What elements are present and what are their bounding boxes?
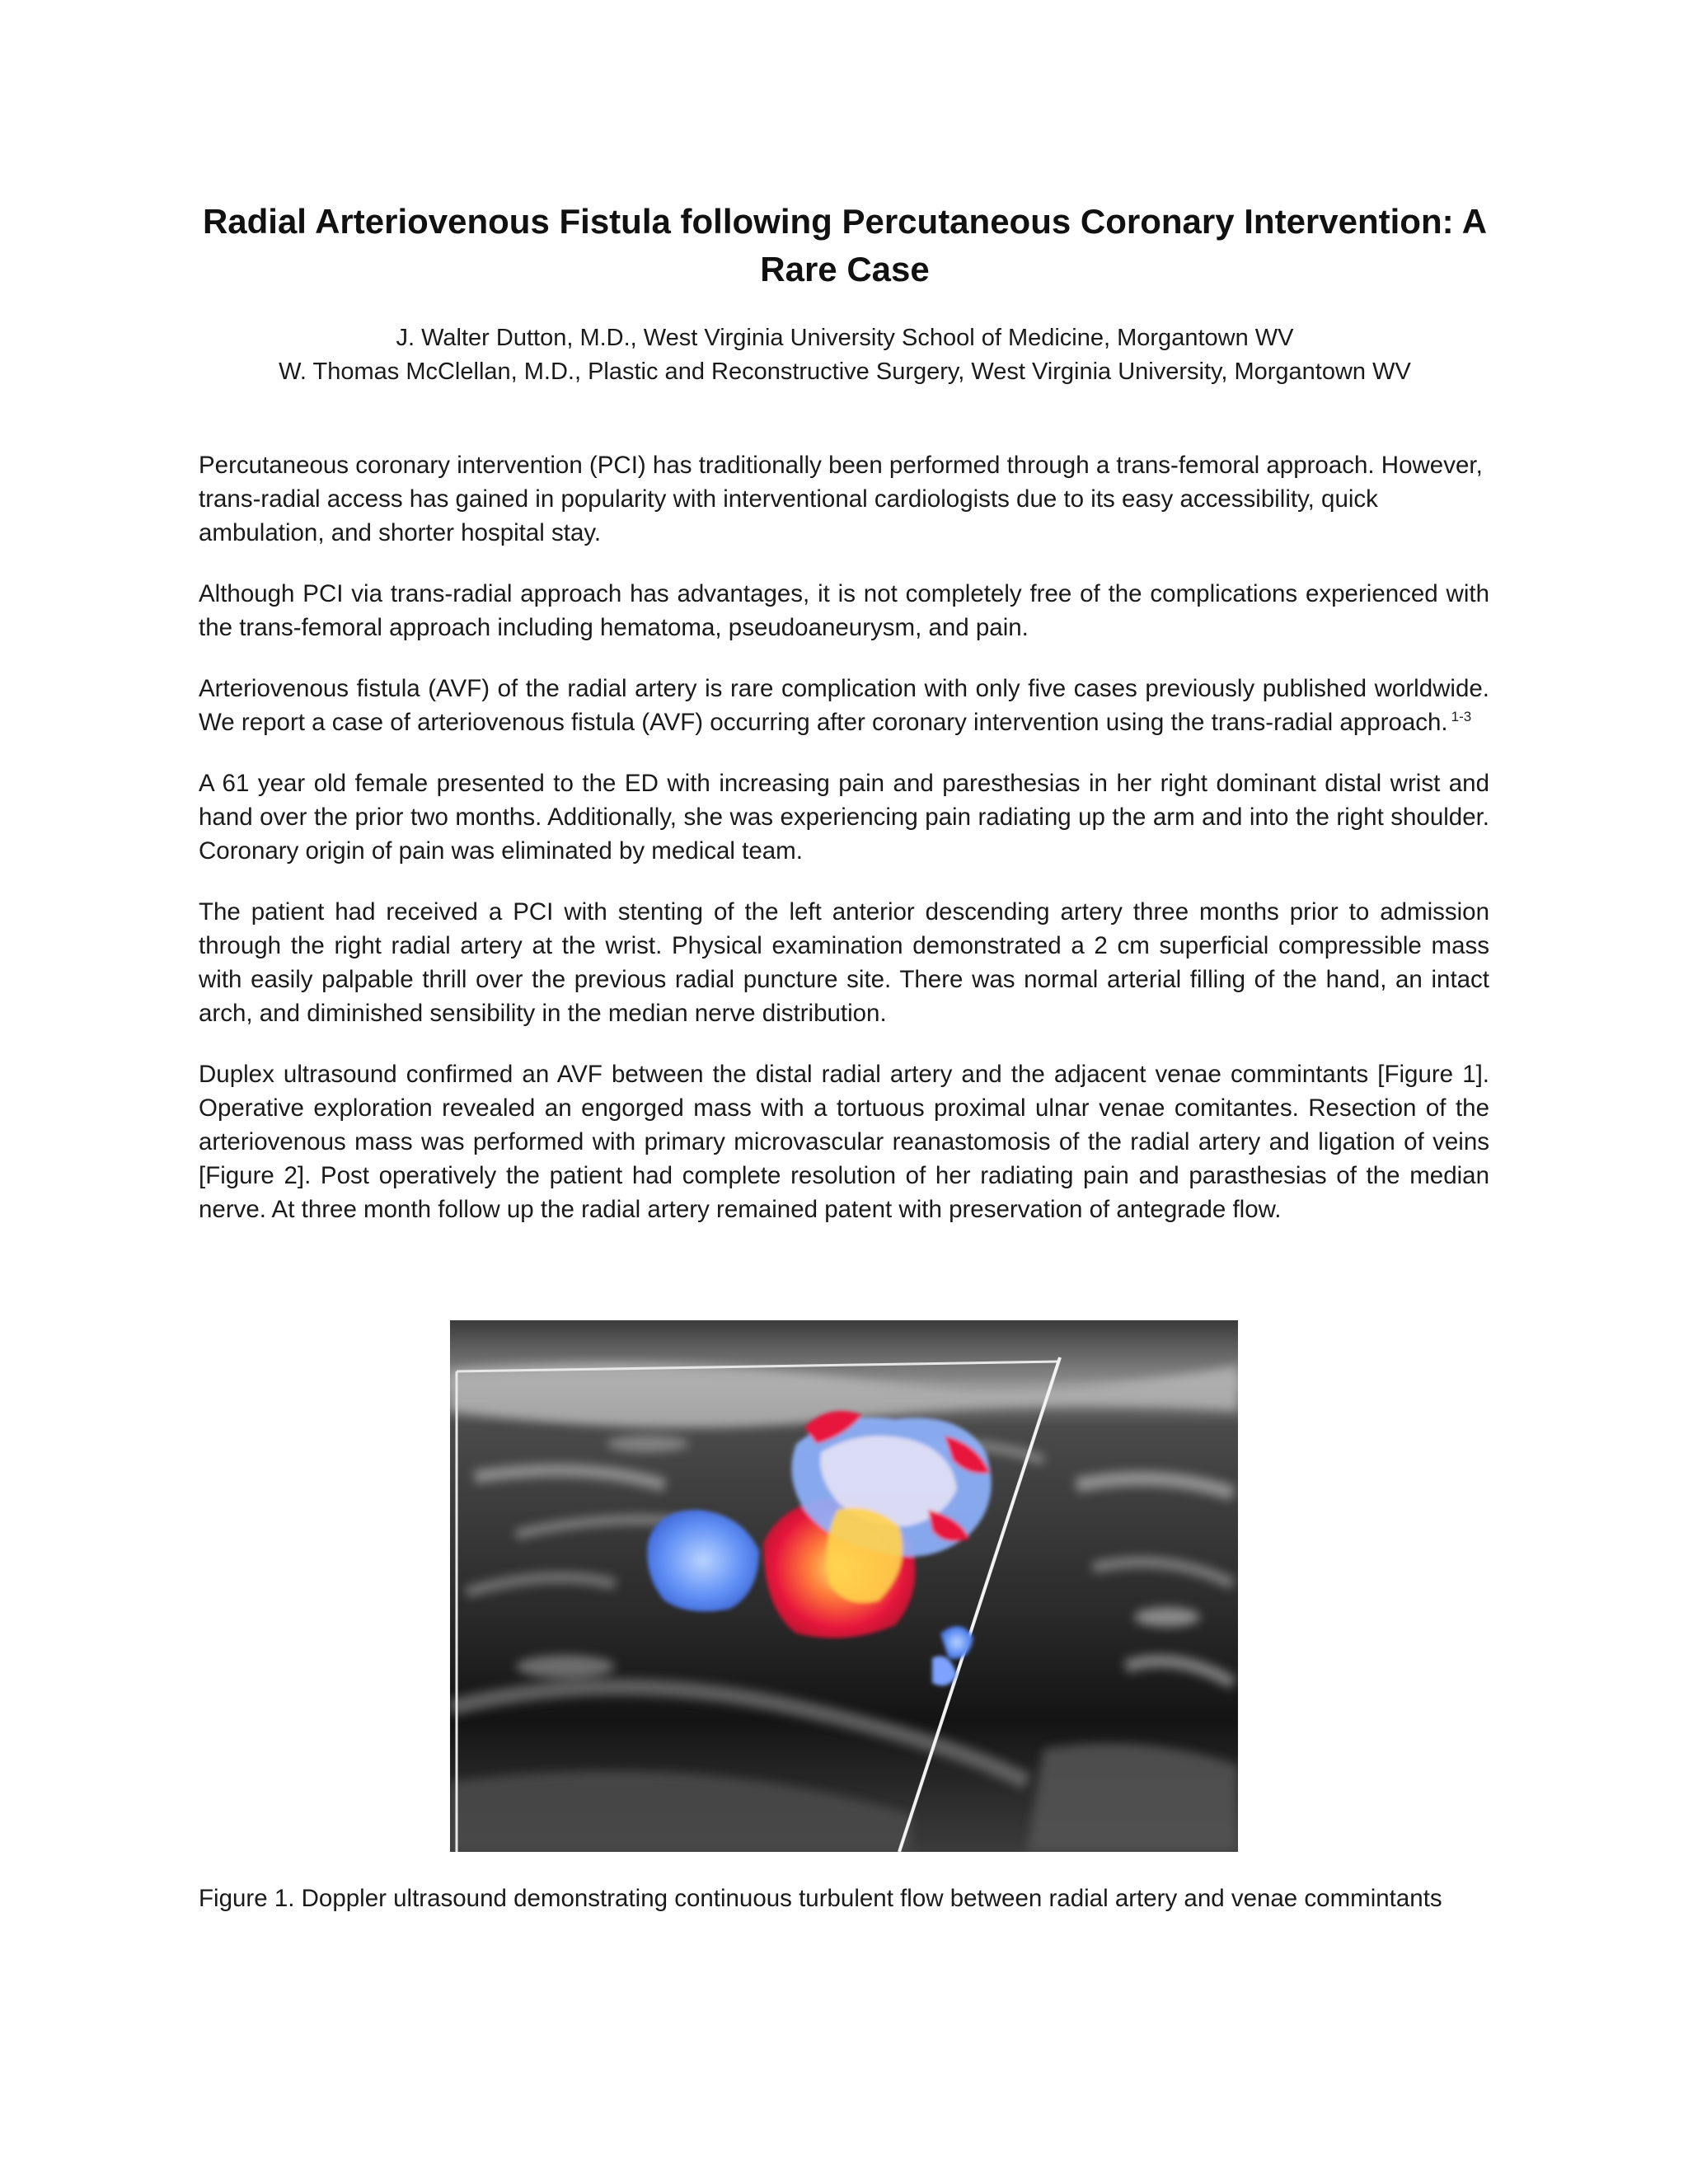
paragraph-case-presentation <box>199 766 1489 868</box>
article-body <box>199 448 1489 1254</box>
paragraph-treatment-outcome <box>199 1057 1489 1226</box>
paragraph-history-exam <box>199 895 1489 1030</box>
ultrasound-graphic <box>450 1320 1238 1852</box>
paragraph-intro <box>199 448 1489 550</box>
author-line-1: J. Walter Dutton, M.D., West Virginia University School of Medicine, Morgantown WV <box>396 325 1294 351</box>
paragraph-complications-text: Although PCI via trans-radial approach has advantages, it is not completely free of the complications experienced with the trans-femoral approach including hematoma, pseudoaneurysm, and pain. <box>199 580 1489 641</box>
paragraph-intro-text: Percutaneous coronary intervention (PCI) has traditionally been performed through a trans-femoral approach. However, trans-radial access has gained in popularity with interventional cardiologists due to its easy accessibility, quick ambulation, and shorter hospital stay. <box>199 452 1483 546</box>
paper-title: Radial Arteriovenous Fistula following Percutaneous Coronary Intervention: A Rare Case <box>202 202 1488 288</box>
citation-superscript: 1-3 <box>1451 709 1472 725</box>
author-line-2: W. Thomas McClellan, M.D., Plastic and Reconstructive Surgery, West Virginia University, Morgantown WV <box>279 359 1411 385</box>
doppler-ultrasound-image <box>450 1320 1238 1852</box>
figure-caption: Figure 1. Doppler ultrasound demonstrating continuous turbulent flow between radial artery and venae commintants <box>199 1885 1442 1912</box>
paragraph-history-exam-text: The patient had received a PCI with stenting of the left anterior descending artery three months prior to admission through the right radial artery at the wrist. Physical examination demonstrated a 2 cm superficial compressible mass with easily palpable thrill over the previous radial puncture site. There was normal arterial filling of the hand, an intact arch, and diminished sensibility in the median nerve distribution. <box>199 898 1489 1027</box>
paragraph-case-presentation-text: A 61 year old female presented to the ED with increasing pain and paresthesias in her right dominant distal wrist and hand over the prior two months. Additionally, she was experiencing pain radiating up the arm and into the right shoulder. Coronary origin of pain was eliminated by medical team. <box>199 770 1489 865</box>
paragraph-treatment-outcome-text: Duplex ultrasound confirmed an AVF between the distal radial artery and the adjacent venae commintants [Figure 1]. Operative exploration revealed an engorged mass with a tortuous proximal ulnar venae comitantes. Resection of the arteriovenous mass was performed with primary microvascular reanastomosis of the radial artery and ligation of veins [Figure 2]. Post operatively the patient had complete resolution of her radiating pain and parasthesias of the median nerve. At three month follow up the radial artery remained patent with preservation of antegrade flow. <box>199 1061 1489 1223</box>
paragraph-complications <box>199 577 1489 644</box>
paragraph-avf-rarity-text: Arteriovenous fistula (AVF) of the radial artery is rare complication with only five cases previously published worldwide. We report a case of arteriovenous fistula (AVF) occurring after coronary intervention using the trans-radial approach. <box>199 675 1489 736</box>
paragraph-avf-rarity <box>199 672 1489 739</box>
author-list <box>181 321 1508 389</box>
